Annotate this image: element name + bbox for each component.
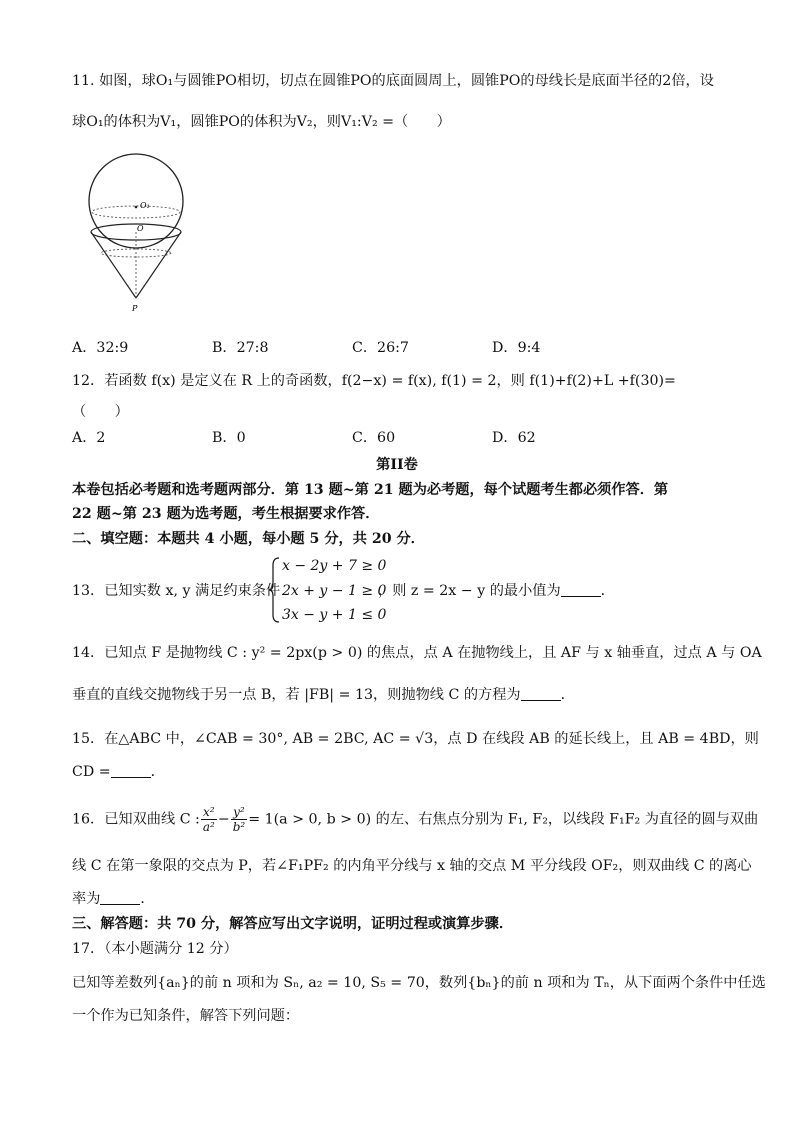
q17-line3: 一个作为已知条件，解答下列问题： — [72, 1008, 300, 1024]
q13-inequality-2: 2x + y − 1 ≥ 0 — [282, 583, 387, 599]
q14-answer-blank[interactable] — [521, 686, 561, 701]
q16-frac2-den: b² — [232, 820, 246, 834]
q11-line1: 11. 如图，球O₁与圆锥PO相切，切点在圆锥PO的底面圆周上，圆锥PO的母线长是底面半径的2倍，设 — [72, 73, 714, 89]
q13-inequality-3: 3x − y + 1 ≤ 0 — [282, 607, 387, 623]
label-p: P — [132, 304, 138, 313]
center-o1-dot — [135, 206, 138, 209]
q16-line1-wrap — [72, 805, 758, 834]
solution-heading: 三、解答题：共 70 分，解答应写出文字说明，证明过程或演算步骤． — [72, 916, 514, 932]
q14-end: ． — [560, 687, 575, 703]
q14-line1: 14．已知点 F 是抛物线 C : y² = 2px(p > 0) 的焦点，点 A 在抛物线上，且 AF 与 x 轴垂直，过点 A 与 OA — [72, 645, 762, 661]
q16-suffix: = 1(a > 0, b > 0) 的左、右焦点分别为 F₁, F₂，以线段 F₁F₂ 为直径的圆与双曲 — [248, 811, 759, 828]
section2-intro-line2: 22 题~第 23 题为选考题，考生根据要求作答． — [72, 506, 380, 522]
fill-in-heading: 二、填空题：本题共 4 小题，每小题 5 分，共 20 分． — [72, 531, 425, 547]
q16-end: ． — [140, 891, 155, 907]
section2-intro-line1: 本卷包括必考题和选考题两部分．第 13 题~第 21 题为必考题，每个试题考生都必须作答．第 — [72, 482, 669, 498]
q16-frac1-den: a² — [202, 820, 215, 834]
q13-prefix: 13．已知实数 x, y 满足约束条件 — [72, 583, 281, 599]
q11-option-b: B．27:8 — [212, 340, 269, 356]
q15-line2: CD = — [72, 764, 111, 780]
q12-line2: （ ） — [72, 404, 129, 420]
q12-option-b: B．0 — [212, 430, 246, 446]
label-o: O — [137, 224, 144, 233]
system-brace — [268, 557, 280, 623]
q16-fraction-y — [231, 805, 248, 834]
q13-answer-blank[interactable] — [561, 582, 601, 597]
q15-line1: 15．在△ABC 中，∠CAB = 30°, AB = 2BC, AC = √3，点 D 在线段 AB 的延长线上，且 AB = 4BD，则 — [72, 731, 759, 747]
label-o1: O₁ — [140, 201, 150, 210]
q15-answer-blank[interactable] — [111, 763, 151, 778]
q13-suffix-text: ，则 z = 2x − y 的最小值为 — [378, 583, 561, 599]
sphere-cone-figure — [76, 150, 196, 315]
q11-option-a: A．32:9 — [72, 340, 129, 356]
q16-line2: 线 C 在第一象限的交点为 P，若∠F₁PF₂ 的内角平分线与 x 轴的交点 M 平分线段 OF₂，则双曲线 C 的离心 — [72, 858, 752, 874]
q15-end: ． — [150, 764, 165, 780]
q12-line1: 12．若函数 f(x) 是定义在 R 上的奇函数，f(2−x) = f(x), f(1) = 2，则 f(1)+f(2)+L +f(30)= — [72, 373, 676, 389]
q16-answer-blank[interactable] — [100, 890, 140, 905]
q14-line2: 垂直的直线交抛物线于另一点 B，若 |FB| = 13，则抛物线 C 的方程为 — [72, 687, 521, 703]
q16-frac1-num: x² — [201, 805, 217, 820]
q16-line3-wrap — [72, 889, 155, 909]
q17-line2: 已知等差数列{aₙ}的前 n 项和为 Sₙ, a₂ = 10, S₅ = 70，数列{bₙ}的前 n 项和为 Tₙ，从下面两个条件中任选 — [72, 975, 766, 991]
q16-frac2-num: y² — [231, 805, 248, 820]
q16-prefix: 16．已知双曲线 C : — [72, 811, 200, 828]
q16-fraction-x — [201, 805, 217, 834]
q15-line2-wrap — [72, 762, 165, 782]
q16-line3: 率为 — [72, 891, 101, 907]
q14-line2-wrap — [72, 685, 575, 705]
q13-inequality-1: x − 2y + 7 ≥ 0 — [282, 558, 387, 574]
q12-option-c: C．60 — [352, 430, 396, 446]
q13-suffix — [378, 581, 615, 601]
q12-option-d: D．62 — [492, 430, 536, 446]
q16-minus: − — [217, 811, 230, 828]
q13-end: ． — [600, 583, 615, 599]
q17-line1: 17．（本小题满分 12 分） — [72, 941, 238, 957]
q11-option-d: D．9:4 — [492, 340, 541, 356]
section2-title: 第II卷 — [376, 457, 418, 473]
q11-option-c: C．26:7 — [352, 340, 409, 356]
q11-line2: 球O₁的体积为V₁，圆锥PO的体积为V₂，则V₁:V₂ =（ ） — [72, 114, 451, 130]
q12-option-a: A．2 — [72, 430, 106, 446]
